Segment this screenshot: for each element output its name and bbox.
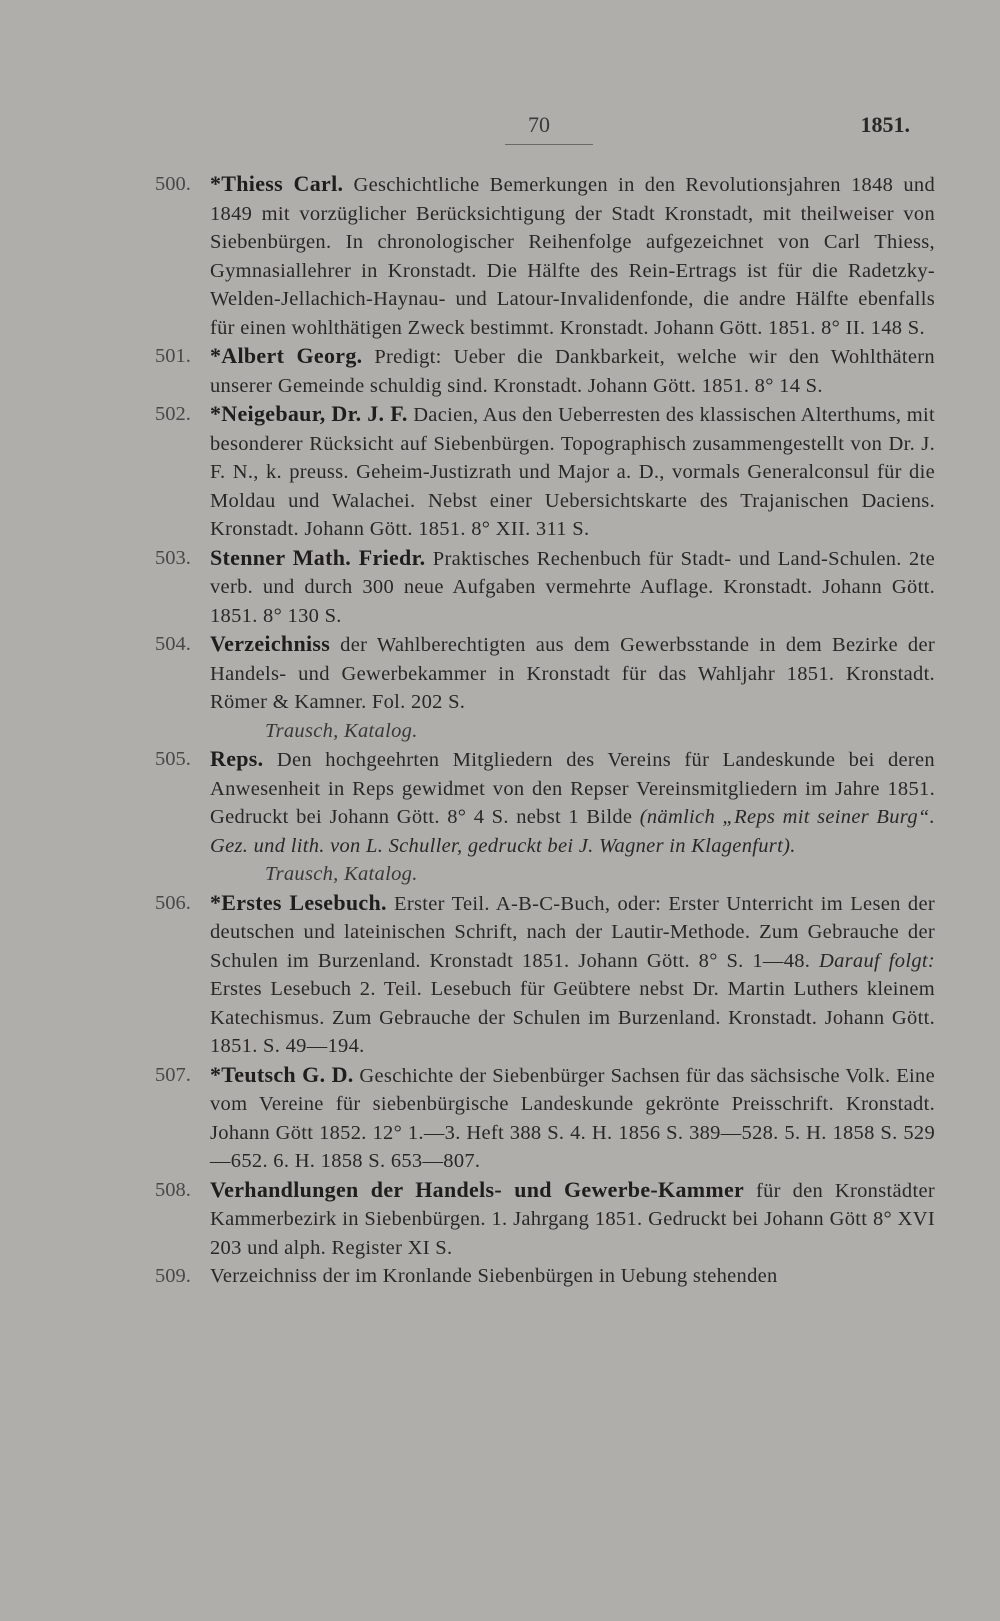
entry-body xyxy=(210,544,935,631)
entry-507 xyxy=(155,1061,935,1176)
entry-title: *Erstes Lesebuch. xyxy=(210,889,387,915)
entry-description: für den Kronstädter Kammerbezirk in Siebenbürgen. 1. Jahrgang 1851. Gedruckt bei Johann Gött 8° XVI 203 und alph. Register XI S. xyxy=(210,1179,935,1259)
entry-505 xyxy=(155,745,935,889)
entry-number: 504. xyxy=(155,633,191,655)
entry-description: Predigt: Ueber die Dankbarkeit, welche wir den Wohlthätern unserer Gemeinde schuldig sind. Kronstadt. Johann Gött. 1851. 8° 14 S. xyxy=(210,346,935,397)
page-number: 70 xyxy=(528,112,550,137)
entry-description: Geschichte der Siebenbürger Sachsen für das sächsische Volk. Eine vom Vereine für siebenbürgische Landeskunde gekrönte Preisschrift. Kronstadt. Johann Gött 1852. 12° 1.—3. Heft 388 S. 4. H. 1856 S. 389—528. 5. H. 1858 S. 529—652. 6. H. 1858 S. 653—807. xyxy=(210,1064,935,1172)
entry-description: Geschichtliche Bemerkungen in den Revolutionsjahren 1848 und 1849 mit vorzüglicher Berücksichtigung der Stadt Kronstadt, mit theilweiser von Siebenbürgen. In chronologischer Reihenfolge aufgezeichnet von Carl Thiess, Gymnasiallehrer in Kronstadt. Die Hälfte des Rein-Ertrags ist für die Radetzky-Welden-Jellachich-Haynau- und Latour-Invalidenfonde, die andre Hälfte ebenfalls für einen wohlthätigen Zweck bestimmt. Kronstadt. Johann Gött. 1851. 8° II. 148 S. xyxy=(210,174,935,339)
entry-note-italic: Darauf folgt: xyxy=(819,949,935,972)
entry-number: 500. xyxy=(155,173,191,195)
entry-description: Praktisches Rechenbuch für Stadt- und Land-Schulen. 2te verb. und durch 300 neue Aufgaben vermehrte Auflage. Kronstadt. Johann Gött. 1851. 8° 130 S. xyxy=(210,547,935,627)
entry-author: Stenner Math. Friedr. xyxy=(210,544,426,570)
entry-citation: Trausch, Katalog. xyxy=(265,719,418,742)
entry-body xyxy=(210,1061,935,1176)
entry-description: Dacien, Aus den Ueberresten des klassischen Alterthums, mit besonderer Rücksicht auf Siebenbürgen. Topographisch zusammengestellt von Dr. J. F. N., k. preuss. Geheim-Justizrath und Major a. D., vormals Generalconsul für die Moldau und Walachei. Nebst einer Uebersichtskarte des Trajanischen Daciens. Kronstadt. Johann Gött. 1851. 8° XII. 311 S. xyxy=(210,404,935,540)
page-header xyxy=(0,112,1000,152)
entry-number: 501. xyxy=(155,345,191,367)
entry-number: 503. xyxy=(155,546,191,569)
entry-author: *Teutsch G. D. xyxy=(210,1061,354,1087)
entry-503 xyxy=(155,544,935,631)
entry-description: Erster Teil. A-B-C-Buch, oder: Erster Unterricht im Lesen der deutschen und lateinischen Schrift, nach der Lautir-Methode. Zum Gebrauche der Schulen im Burzenland. Kronstadt 1851. Johann Gött. 8° S. 1—48. xyxy=(210,892,935,972)
entry-description: Den hochgeehrten Mitgliedern des Vereins für Landeskunde bei deren Anwesenheit in Reps gewidmet von den Repser Vereinsmitgliedern im Jahre 1851. Gedruckt bei Johann Gött. 8° 4 S. nebst 1 Bilde xyxy=(210,749,935,828)
entry-description: Verzeichniss der im Kronlande Siebenbürgen in Uebung stehenden xyxy=(210,1265,778,1287)
entry-body xyxy=(210,630,935,745)
entry-title: Verzeichniss xyxy=(210,631,331,656)
entry-citation: Trausch, Katalog. xyxy=(265,863,418,885)
entry-502 xyxy=(155,400,935,544)
entry-author: *Albert Georg. xyxy=(210,343,363,368)
entry-body xyxy=(210,400,935,544)
entry-description: der Wahlberechtigten aus dem Gewerbsstande in dem Bezirke der Handels- und Gewerbekammer in Kronstadt für das Wahljahr 1851. Kronstadt. Römer & Kamner. Fol. 202 S. xyxy=(210,634,935,713)
entry-number: 506. xyxy=(155,891,191,914)
entry-501 xyxy=(155,342,935,400)
header-rule xyxy=(505,144,593,145)
entry-number: 509. xyxy=(155,1265,191,1287)
entry-body xyxy=(210,170,935,342)
entry-number: 505. xyxy=(155,748,191,770)
entry-author: *Neigebaur, Dr. J. F. xyxy=(210,401,408,426)
entry-description-continued: Erstes Lesebuch 2. Teil. Lesebuch für Geübtere nebst Dr. Martin Luthers kleinem Katechismus. Zum Gebrauche der Schulen im Burzenland. Kronstadt. Johann Gött. 1851. S. 49—194. xyxy=(210,978,935,1057)
entry-number: 502. xyxy=(155,403,191,425)
entry-500 xyxy=(155,170,935,342)
entry-note-italic: (nämlich „Reps mit seiner Burg“. Gez. und lith. von L. Schuller, gedruckt bei J. Wagner in Klagenfurt). xyxy=(210,806,935,857)
page-year: 1851. xyxy=(860,112,910,137)
entry-author: *Thiess Carl. xyxy=(210,171,344,196)
entry-number: 508. xyxy=(155,1178,191,1201)
entry-508 xyxy=(155,1176,935,1263)
entry-body xyxy=(210,342,935,400)
entry-body xyxy=(210,889,935,1061)
entry-body xyxy=(210,745,935,889)
entry-number: 507. xyxy=(155,1063,191,1086)
entry-506 xyxy=(155,889,935,1061)
entry-504 xyxy=(155,630,935,745)
entry-title: Verhandlungen der Handels- und Gewerbe-Kammer xyxy=(210,1176,745,1202)
entry-title: Reps. xyxy=(210,746,264,771)
entry-509 xyxy=(155,1262,935,1291)
entry-body xyxy=(210,1262,935,1291)
bibliography-entries xyxy=(155,170,935,1291)
entry-body xyxy=(210,1176,935,1263)
